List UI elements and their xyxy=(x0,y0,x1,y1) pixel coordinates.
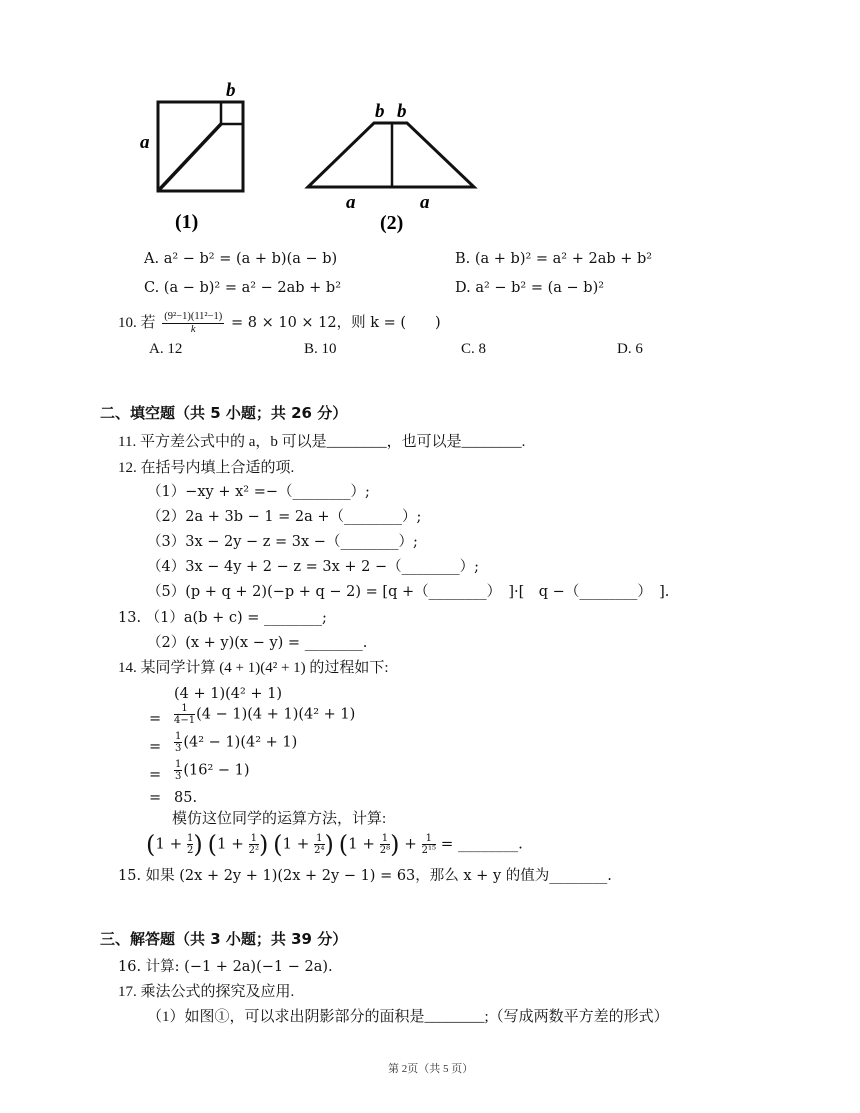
q14-line2-rest: (4² − 1)(4² + 1) xyxy=(183,734,298,751)
fig1-label-a: a xyxy=(140,132,150,153)
q14-line1-fraction xyxy=(174,703,195,726)
q10-option-c: C. 8 xyxy=(461,341,487,357)
figure-1-square-diagram xyxy=(135,78,265,238)
q12-item-5: （5）(p + q + 2)(−p + q − 2) = [q +（________） ]·[ q −（________） ]. xyxy=(147,584,670,600)
q14-expr-frac-2: $\frac{1}{\text{2²}}$ xyxy=(248,833,259,856)
q13-part-2: （2）(x + y)(x − y) = ________. xyxy=(147,635,368,651)
q14-stem: 14. 某同学计算 (4 + 1)(4² + 1) 的过程如下: xyxy=(118,660,389,676)
q14-equals-2: = xyxy=(149,739,162,755)
q16: 16. 计算: (−1 + 2a)(−1 − 2a). xyxy=(118,959,333,975)
q14-expr-frac-3: $\frac{1}{\text{2⁴}}$ xyxy=(314,833,325,856)
q10-denominator: k xyxy=(190,324,196,335)
q14-expr-end: = ________. xyxy=(440,834,523,853)
q13-part-1: 13. （1）a(b + c) = ________; xyxy=(118,610,327,626)
q12-item-2: （2）2a + 3b − 1 = 2a +（________）; xyxy=(147,509,422,525)
q14-line2-den: 3 xyxy=(175,743,182,754)
q11: 11. 平方差公式中的 a，b 可以是________，也可以是________. xyxy=(118,434,526,450)
fig2-caption: (2) xyxy=(380,212,404,234)
q14-line1-rest: (4 − 1)(4 + 1)(4² + 1) xyxy=(196,706,356,723)
q14-line-0: (4 + 1)(4² + 1) xyxy=(174,686,283,702)
q9-option-b: B. (a + b)² = a² + 2ab + b² xyxy=(455,251,653,267)
fig2-label-b1: b xyxy=(375,101,385,122)
q14-line-1 xyxy=(174,703,355,726)
figure-2-trapezoid-diagram xyxy=(300,95,485,240)
fig1-label-b: b xyxy=(226,80,236,101)
q14-line2-num: 1 xyxy=(175,731,182,742)
q17-part-1: （1）如图①，可以求出阴影部分的面积是________;（写成两数平方差的形式） xyxy=(147,1009,669,1025)
fig2-label-a1: a xyxy=(346,192,356,213)
fig2-label-b2: b xyxy=(397,101,407,122)
q9-option-c: C. (a − b)² = a² − 2ab + b² xyxy=(144,280,342,296)
section-2-heading: 二、填空题（共 5 小题；共 26 分） xyxy=(100,404,348,422)
q14-equals-1: = xyxy=(149,711,162,727)
q10-stem xyxy=(118,311,441,336)
page-footer: 第 2页（共 5 页） xyxy=(388,1063,474,1075)
q14-line3-den: 3 xyxy=(175,771,182,782)
q14-line-3 xyxy=(174,759,250,782)
fig2-label-a2: a xyxy=(420,192,430,213)
q10-numerator: (9²−1)(11²−1) xyxy=(164,311,223,322)
q12-item-3: （3）3x − 2y − z = 3x −（________）; xyxy=(147,534,418,550)
q14-line2-fraction xyxy=(174,731,182,754)
q10-option-a: A. 12 xyxy=(149,341,183,357)
q12-item-1: （1）−xy + x² =−（________）; xyxy=(147,484,370,500)
q14-line-2 xyxy=(174,731,297,754)
q14-expression: (1 + $\frac{1}{2}$ ) (1 + $\frac{1}{\text{2²}}$ ) (1 + $\frac{1}{\text{2⁴}}$ ) (1 + $\frac{1}{\text{2⁸}}$ ) + $\frac{1}{\text{2¹⁵}}$ = ________. xyxy=(146,830,523,859)
small-square xyxy=(221,102,243,124)
q12-item-4: （4）3x − 4y + 2 − z = 3x + 2 −（________）; xyxy=(147,559,480,575)
q14-imitate: 模仿这位同学的运算方法，计算: xyxy=(172,811,387,827)
section-3-heading: 三、解答题（共 3 小题；共 39 分） xyxy=(100,930,348,948)
q14-equals-4: = xyxy=(149,790,162,806)
q12-stem: 12. 在括号内填上合适的项. xyxy=(118,460,295,476)
q14-line1-den: 4−1 xyxy=(174,715,196,726)
q14-line3-rest: (16² − 1) xyxy=(183,762,250,779)
q10-prefix: 10. 若 xyxy=(118,314,156,331)
q10-option-d: D. 6 xyxy=(617,341,643,357)
q10-suffix: = 8 × 10 × 12，则 k = ( ) xyxy=(231,314,441,331)
diagonal-cut xyxy=(158,124,221,191)
q9-option-d: D. a² − b² = (a − b)² xyxy=(455,280,605,296)
q14-expr-frac-5: $\frac{1}{\text{2¹⁵}}$ xyxy=(421,833,436,856)
q14-line1-num: 1 xyxy=(174,703,195,715)
q14-equals-3: = xyxy=(149,767,162,783)
fig1-caption: (1) xyxy=(175,211,199,233)
q14-expr-frac-4: $\frac{1}{\text{2⁸}}$ xyxy=(379,833,391,856)
q17: 17. 乘法公式的探究及应用. xyxy=(118,984,295,1000)
q10-option-b: B. 10 xyxy=(304,341,337,357)
q9-option-a: A. a² − b² = (a + b)(a − b) xyxy=(144,251,338,267)
q15: 15. 如果 (2x + 2y + 1)(2x + 2y − 1) = 63，那么 x + y 的值为________. xyxy=(118,868,612,884)
q14-line-4: 85. xyxy=(174,790,198,806)
q14-line3-num: 1 xyxy=(175,759,182,770)
q14-line3-fraction xyxy=(174,759,182,782)
q14-expr-frac-1: $\frac{1}{2}$ xyxy=(187,833,194,856)
q10-fraction xyxy=(162,311,224,336)
